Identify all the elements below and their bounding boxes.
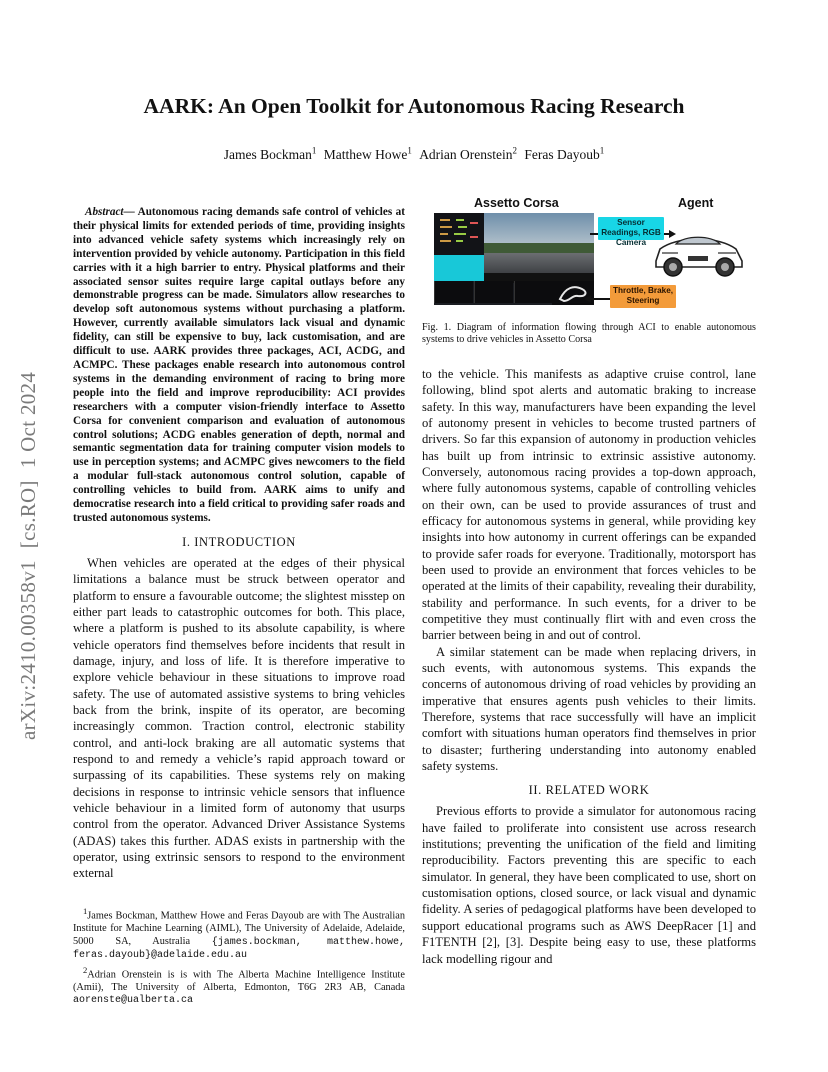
footnote-2: $^2$Adrian Orenstein is is with The Alberta Machine Intelligence Institute (Amii), The University of Alberta, Edmonton, T6G 2R3 AB, Canada aorenste@ualberta.ca <box>73 964 405 1007</box>
game-screenshot <box>434 213 594 305</box>
section-title-introduction: I. INTRODUCTION <box>182 534 296 549</box>
author: James Bockman$^1$ <box>223 145 317 162</box>
arxiv-category: [cs.RO] <box>16 480 40 549</box>
figure-1 <box>422 193 756 315</box>
abstract-label: Abstract <box>85 206 124 218</box>
right-column <box>422 193 756 967</box>
paper-title: AARK: An Open Toolkit for Autonomous Racing Research <box>143 94 685 118</box>
author: Feras Dayoub$^1$ <box>524 145 605 162</box>
author: Adrian Orenstein$^2$ <box>419 145 518 162</box>
left-column <box>73 206 405 882</box>
figure-1-caption: Fig. 1. Diagram of information flowing through ACI to enable autonomous systems to drive vehicles in Assetto Corsa <box>422 322 756 346</box>
depth-view <box>434 255 484 281</box>
arxiv-id: arXiv:2410.00358v1 <box>16 560 40 740</box>
throttle-brake-steering-box: Throttle, Brake, Steering <box>610 285 676 308</box>
author-list <box>0 145 828 163</box>
sensor-readings-box: Sensor Readings, RGB Camera <box>598 217 664 240</box>
figure-label-agent: Agent <box>678 196 714 210</box>
related-work-paragraph: Previous efforts to provide a simulator for autonomous racing have failed to proliferate into consistent use across research institutions; preventing the unification of the field and limiting reproducibility. Factors preventing this are specific to each simulator. In general, they have been complicated to use, short on customisation options, closed source, or lack visual and dynamic fidelity. A series of pedagogical platforms have been developed to support educational programs such as AWS DeepRacer [1] and F1TENTH [2], [3]. Despite being easy to use, these platforms lack modelling rigour and <box>422 804 756 966</box>
figure-label-assetto-corsa: Assetto Corsa <box>474 196 559 210</box>
intro-paragraph: When vehicles are operated at the edges of their physical limitations a balance must be struck between operator and platform to ensure a favourable outcome; the slightest misstep on either part leads to catastrophic outcomes for both. This place, where a platform is pushed to its absolute capability, is where vehicle operators find themselves before incidents that result in damage, injury, and loss of life. It is therefore imperative to explore vehicle behaviour in these situations to improve road safety. The use of automated assistive systems to bring vehicles back from the brink, inspite of its operator, are becoming increasingly common. Traction control, electronic stability control, and anti-lock braking are all automatic systems that respond to and remedy a vehicle’s rapid approach toward or surpassing of its capabilities. These systems rely on making decisions in response to intrinsic vehicle sensors that influence vehicle behaviour in a limited form of autonomy that usurps control from the operator. Advanced Driver Assistance Systems (ADAS) takes this further. ADAS exists in partnership with the operator, using extrinsic sensors to respond to the environment external <box>73 555 405 881</box>
abstract-text: — Autonomous racing demands safe control of vehicles at their physical limits for extended periods of time, providing insights into advanced vehicle safety systems which increasingly rely on intervention provided by vehicle autonomy. Participation in this field carries with it a high barrier to entry. Physical platforms and their associated sensor suites require large capital outlays before any demonstrable progress can be made. Simulators allow researches to develop soft autonomous systems without purchasing a platform. However, currently available simulators lack visual and dynamic fidelity, can still be expensive to buy, lack customisation, and are difficult to use. AARK provides three packages, ACI, ACDG, and ACMPC. These packages enable research into autonomous control systems in the demanding environment of racing to bring more people into the field and improve reproducibility: ACI provides researchers with a computer vision-friendly interface to Assetto Corsa for convenient comparison and evaluation of autonomous control solutions; ACDG enables generation of depth, normal and semantic segmentation data for training computer vision models to use in perception systems; and ACMPC gives newcomers to the field a modular full-stack autonomous control solution, capable of controlling vehicles to build from. AARK aims to unify and democratise research into a field critical to providing safer roads and trusted autonomous systems. <box>73 206 405 524</box>
arxiv-date: 1 Oct 2024 <box>16 371 40 469</box>
footnote-1-email[interactable]: {james.bockman, matthew.howe, feras.dayoub}@adelaide.edu.au <box>73 936 405 962</box>
arxiv-stamp <box>8 300 48 740</box>
section-title-related-work: II. RELATED WORK <box>528 783 650 798</box>
intro-paragraph-2: A similar statement can be made when replacing drivers, in such events, with autonomous systems. This expands the concerns of autonomous driving of road vehicles by providing an imperative that ensures agents push vehicles to their limits. Therefore, systems that race successfully will have an implicit comfort with situations human operators find themselves in prior to disaster; furthering understanding into autonomy enabled safety systems. <box>422 644 756 774</box>
author: Matthew Howe$^1$ <box>323 145 412 162</box>
intro-paragraph-continued: to the vehicle. This manifests as adaptive cruise control, lane following, blind spot alerts and automatic braking to increase safety. In this way, manufacturers have been expanding the level of autonomy present in vehicles to become trusted partners of drivers. So far this expansion of autonomy in production vehicles has built up from intrinsic to extrinsic assistive autonomy. Conversely, autonomous racing provides a top-down approach, where fully autonomous systems, capable of controlling vehicles on their own, can be used to provide assurances of trust and efficacy for autonomous systems in general, while providing key insights into how autonomy in current offerings can be expanded to provide safer roads for everyone. Traditionally, motorsport has been used to provide an environment that forces vehicles to be operated at the limits of their capability, revealing their durability, stability and performance. In such events, for a driver to be competitive they must continually flirt with and even cross the barrier between being in and out of control. <box>422 366 756 643</box>
telemetry-hud <box>434 213 484 255</box>
footnotes <box>73 905 405 1009</box>
footnote-2-email[interactable]: aorenste@ualberta.ca <box>73 995 194 1007</box>
footnote-1: $^1$James Bockman, Matthew Howe and Feras Dayoub are with The Australian Institute for Machine Learning (AIML), The University of Adelaide, Adelaide, 5000 SA, Australia {james.bockman, matthew.howe, feras.dayoub}@adelaide.edu.au <box>73 906 405 962</box>
abstract <box>73 206 405 526</box>
